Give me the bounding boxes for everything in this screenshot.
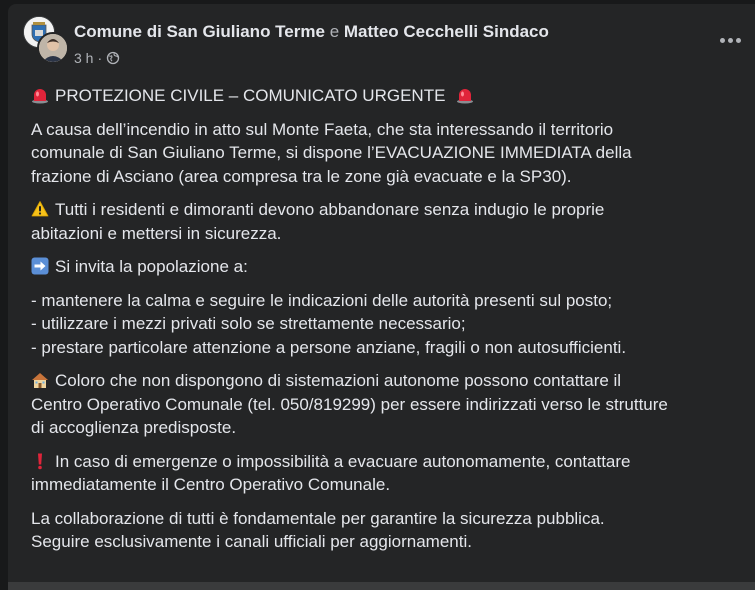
text-line: Centro Operativo Comunale (tel. 050/819299) per essere indirizzati verso le strutture [31,394,668,414]
post-timestamp[interactable]: 3 h [74,50,94,66]
text-line: A causa dell’incendio in atto sul Monte Faeta, che sta interessando il territorio [31,119,614,139]
person-photo-icon [39,34,67,62]
text-line: comunale di San Giuliano Terme, si dispone l’EVACUAZIONE IMMEDIATA della [31,143,632,162]
exclamation-icon [31,452,49,470]
text-line: In caso di emergenze o impossibilità a evacuare autonomamente, contattare [55,451,631,471]
post-meta [74,50,120,66]
paragraph-emergency [31,450,746,497]
paragraph-residents [31,198,746,245]
paragraph-evacuation [31,118,746,189]
post-bottom-border [8,582,755,590]
author-conjunction: e [329,22,340,41]
instruction-list [31,289,746,360]
police-light-icon [31,86,49,104]
right-arrow-icon [31,257,49,275]
list-item: - utilizzare i mezzi privati solo se strettamente necessario; [31,314,466,333]
house-icon [31,371,49,389]
avatar-group[interactable] [23,16,65,60]
list-item: - mantenere la calma e seguire le indicazioni delle autorità presenti sul posto; [31,290,613,310]
text-line: La collaborazione di tutti è fondamentale per garantire la sicurezza pubblica. [31,508,605,528]
text-line: immediatamente il Centro Operativo Comunale. [31,475,391,494]
text-line: Seguire esclusivamente i canali ufficiali per aggiornamenti. [31,532,472,551]
paragraph-shelter [31,369,746,440]
paragraph-invite [31,255,746,279]
list-item: - prestare particolare attenzione a persone anziane, fragili o non autosufficienti. [31,337,627,357]
post-header [23,16,743,68]
text-line: Coloro che non dispongono di sistemazioni autonome possono contattare il [55,371,622,390]
paragraph-closing [31,507,746,554]
text-line: Si invita la popolazione a: [55,257,248,276]
text-line: di accoglienza predisposte. [31,418,237,437]
police-light-icon [456,86,474,104]
post-text [31,84,746,564]
post-card [8,4,755,590]
author-name-comune[interactable]: Comune di San Giuliano Terme [74,22,325,41]
post-title: PROTEZIONE CIVILE – COMUNICATO URGENTE [55,86,446,105]
globe-icon[interactable] [106,51,120,65]
post-title-line [31,84,746,108]
text-line: Tutti i residenti e dimoranti devono abbandonare senza indugio le proprie [55,200,605,219]
post-authors [74,22,549,42]
text-line: abitazioni e mettersi in sicurezza. [31,223,282,243]
warning-icon [31,200,49,218]
meta-separator: · [97,50,103,66]
text-line: frazione di Asciano (area compresa tra le zone già evacuate e la SP30). [31,166,572,186]
author-name-sindaco[interactable]: Matteo Cecchelli Sindaco [343,22,549,41]
avatar-sindaco[interactable] [37,32,69,64]
more-options-icon[interactable] [714,30,746,50]
